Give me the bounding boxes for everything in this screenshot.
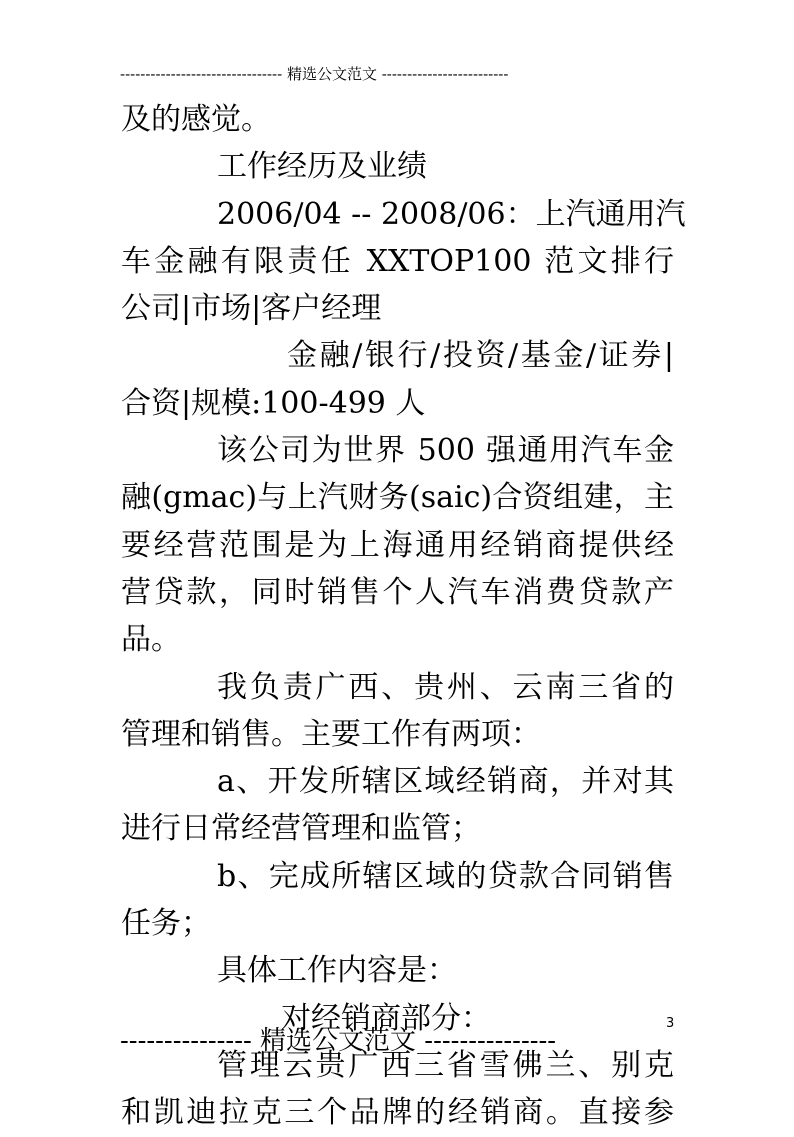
body-line-14: 管理和销售。主要工作有两项： (121, 716, 541, 752)
body-line-5: 公司|市场|客户经理 (121, 291, 382, 327)
body-line-15: a、开发所辖区域经销商，并对其 (217, 764, 674, 800)
body-line-16: 进行日常经营管理和监管； (121, 811, 481, 847)
body-line-8: 该公司为世界 500 强通用汽车金 (217, 433, 674, 469)
body-line-17: b、完成所辖区域的贷款合同销售 (217, 858, 674, 894)
body-line-12: 品。 (121, 622, 181, 658)
body-line-11: 营贷款，同时销售个人汽车消费贷款产 (121, 574, 674, 610)
body-line-13: 我负责广西、贵州、云南三省的 (217, 669, 674, 705)
section-heading: 工作经历及业绩 (217, 149, 427, 185)
body-line-3: 2006/04 -- 2008/06：上汽通用汽 (217, 196, 686, 232)
body-line-9: 融(gmac)与上汽财务(saic)合资组建，主 (121, 480, 674, 516)
body-line-10: 要经营范围是为上海通用经销商提供经 (121, 527, 674, 563)
body-line-7: 合资|规模:100-499 人 (121, 385, 426, 421)
body-line-6: 金融/银行/投资/基金/证券| (287, 338, 674, 374)
page-number: 3 (666, 1016, 675, 1031)
body-line-19: 具体工作内容是： (217, 953, 457, 989)
page-footer: --------------- 精选公文范文 --------------- (120, 1026, 557, 1056)
document-body (121, 96, 686, 1137)
body-line-4: 车金融有限责任 XXTOP100 范文排行 (121, 243, 674, 279)
body-line-1: 及的感觉。 (121, 102, 271, 137)
body-line-18: 任务； (121, 906, 211, 942)
page-header: -------------------------------- 精选公文范文 ------------------------- (120, 65, 509, 83)
body-line-21: 管理云贵广西三省雪佛兰、别克 (217, 1047, 674, 1083)
body-line-22: 和凯迪拉克三个品牌的经销商。直接参 (121, 1095, 674, 1131)
body-line-20: 对经销商部分： (281, 1000, 491, 1036)
